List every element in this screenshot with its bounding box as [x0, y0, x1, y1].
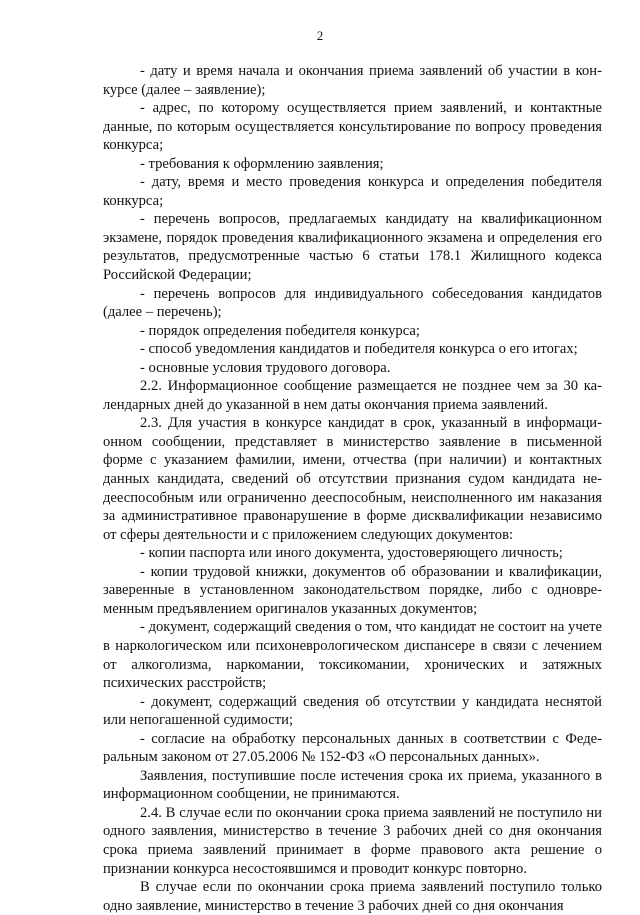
- paragraph-document-employment-record: - копии трудовой книжки, документов об образовании и квалификации, заверенные в установленном законодательством порядке, либо с одновременным предъявлением оригиналов указанных документов;: [103, 563, 602, 617]
- paragraph-late-applications: Заявления, поступившие после истечения срока их приема, указанного в информационном сообщении, не принимаются.: [103, 767, 602, 803]
- paragraph-document-data-consent: - согласие на обработку персональных данных в соответствии с Федеральным законом от 27.05.2006 № 152-ФЗ «О персональных данных».: [103, 730, 602, 766]
- paragraph-announcement-requirements: - требования к оформлению заявления;: [140, 155, 384, 172]
- paragraph-announcement-interview-list: - перечень вопросов для индивидуального собеседования кандидатов (далее – перечень);: [103, 285, 602, 321]
- paragraph-section-2-2: 2.2. Информационное сообщение размещается не позднее чем за 30 календарных дней до указанной в нем даты окончания приема заявлений.: [103, 378, 602, 413]
- paragraph-announcement-winner-order: - порядок определения победителя конкурса;: [140, 322, 420, 339]
- paragraph-announcement-dates: - дату и время начала и окончания приема заявлений об участии в конкурсе (далее – заявление);: [103, 63, 602, 98]
- paragraph-document-passport: - копии паспорта или иного документа, удостоверяющего личность;: [140, 545, 563, 562]
- paragraph-announcement-exam-questions: - перечень вопросов, предлагаемых кандидату на квалификационном экзамене, порядок проведения квалификационного экзамена и определения его результатов, предусмотренные частью 6 статьи 178.1 Жилищного кодекса Российской Федерации;: [103, 211, 602, 284]
- document-body: [103, 62, 602, 915]
- paragraph-announcement-notification: - способ уведомления кандидатов и победителя конкурса о его итогах;: [140, 341, 578, 358]
- paragraph-single-application: В случае если по окончании срока приема заявлений поступило только одно заявление, министерство в течение 3 рабочих дней со дня окончания: [103, 879, 602, 914]
- paragraph-section-2-4: 2.4. В случае если по окончании срока приема заявлений не поступило ни одного заявления, министерство в течение 3 рабочих дней со дня окончания срока приема заявлений принимает в форме правового акта решение о признании конкурса несостоявшимся и проводит конкурс повторно.: [103, 804, 602, 877]
- paragraph-section-2-3: 2.3. Для участия в конкурсе кандидат в срок, указанный в информационном сообщении, представляет в министерство заявление в письменной форме с указанием фамилии, имени, отчества (при наличии) и контактных данных кандидата, сведений об отсутствии признания судом кандидата недееспособным или ограниченно дееспособным, неисполненного им наказания за административное правонарушение в форме дисквалификации независимо от сферы деятельности и с приложением следующих документов:: [103, 415, 602, 543]
- paragraph-announcement-address: - адрес, по которому осуществляется прием заявлений, и контактные данные, по которым осуществляется консультирование по вопросу проведения конкурса;: [103, 100, 602, 154]
- page-number: 2: [316, 28, 324, 43]
- paragraph-document-criminal-record: - документ, содержащий сведения об отсутствии у кандидата неснятой или непогашенной судимости;: [103, 693, 602, 729]
- paragraph-announcement-contest-time: - дату, время и место проведения конкурса и определения победителя конкурса;: [103, 174, 602, 209]
- paragraph-document-medical: - документ, содержащий сведения о том, что кандидат не состоит на учете в наркологическом или психоневрологическом диспансере в связи с лечением от алкоголизма, наркомании, токсикомании, хронических и затяжных психических расстройств;: [103, 619, 602, 692]
- paragraph-announcement-contract-terms: - основные условия трудового договора.: [140, 359, 391, 376]
